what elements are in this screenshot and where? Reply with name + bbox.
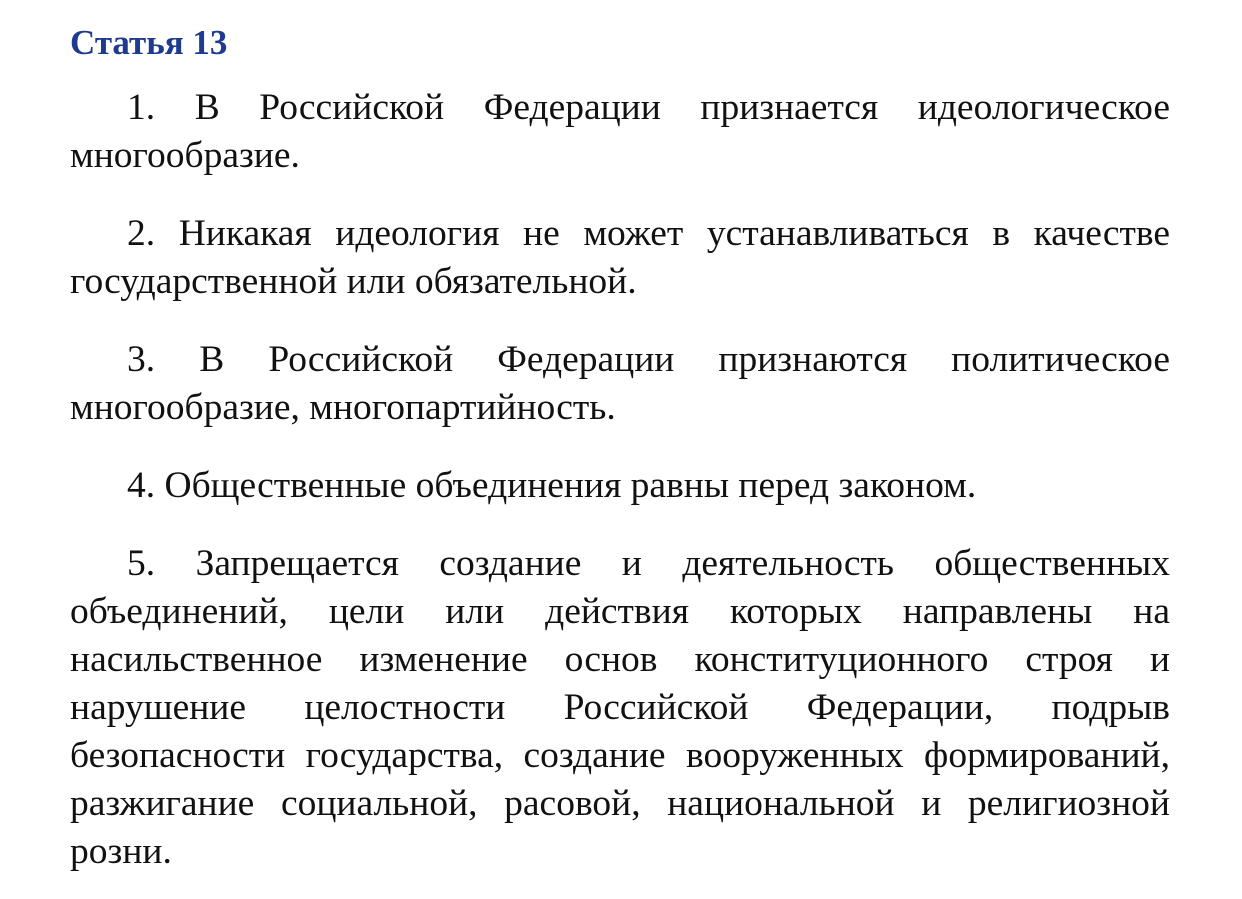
article-title: Статья 13 (70, 23, 228, 62)
clause-1: 1. В Российской Федерации признается идеологическое многообразие. (70, 87, 1170, 176)
clause-4: 4. Общественные объединения равны перед законом. (127, 465, 977, 506)
clause-5: 5. Запрещается создание и деятельность общественных объединений, цели или действия которых направлены на насильственное изменение основ конституционного строя и нарушение целостности Российской Федерации, подрыв безопасности государства, создание вооруженных формирований, разжигание социальной, расовой, национальной и религиозной розни. (70, 543, 1170, 872)
clause-list (70, 84, 1170, 876)
clause-3: 3. В Российской Федерации признаются политическое многообразие, многопартийность. (70, 339, 1170, 428)
clause-2: 2. Никакая идеология не может устанавливаться в качестве государственной или обязательной. (70, 213, 1170, 302)
